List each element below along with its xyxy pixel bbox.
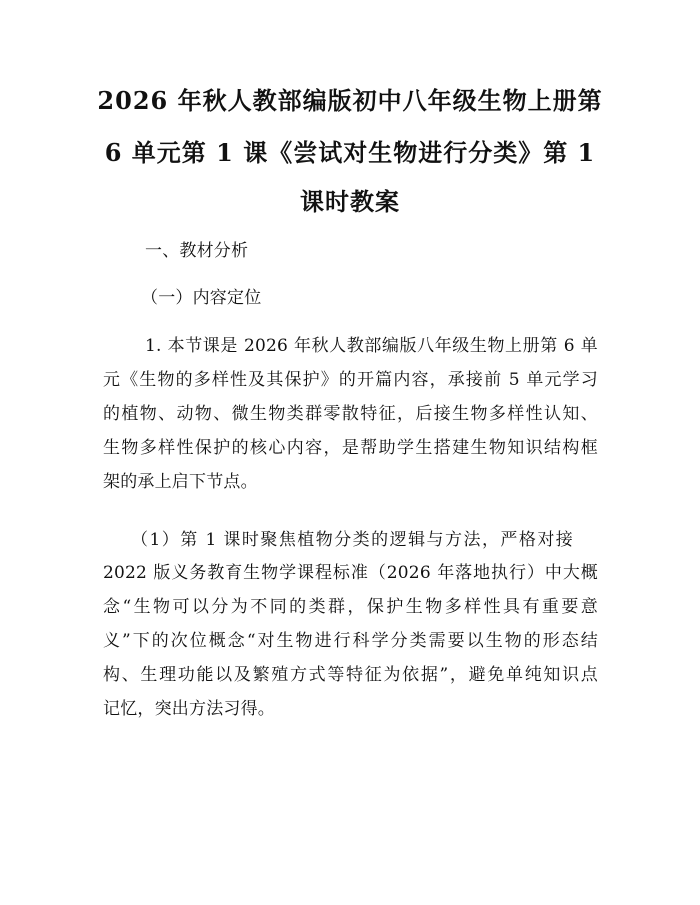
- paragraph-2-line-6: 记忆，突出方法习得。: [103, 699, 275, 719]
- subsection-heading: （一）内容定位: [141, 288, 262, 308]
- paragraph-2-line-2: 2022 版义务教育生物学课程标准（2026 年落地执行）中大概: [103, 563, 598, 583]
- section-heading: 一、教材分析: [145, 241, 249, 261]
- title-line-3: 课时教案: [300, 187, 400, 216]
- paragraph-1-line-2: 元《生物的多样性及其保护》的开篇内容，承接前 5 单元学习: [103, 370, 598, 390]
- paragraph-2-line-4: 义”下的次位概念“对生物进行科学分类需要以生物的形态结: [103, 631, 598, 651]
- paragraph-2-line-1: （1）第 1 课时聚焦植物分类的逻辑与方法，严格对接: [131, 530, 573, 550]
- paragraph-1-line-1: 1. 本节课是 2026 年秋人教部编版八年级生物上册第 6 单: [145, 336, 598, 356]
- paragraph-1-line-5: 架的承上启下节点。: [103, 472, 258, 492]
- title-line-2: 6 单元第 1 课《尝试对生物进行分类》第 1: [104, 138, 596, 167]
- title-line-1: 2026 年秋人教部编版初中八年级生物上册第: [97, 86, 603, 115]
- paragraph-1-line-3: 的植物、动物、微生物类群零散特征，后接生物多样性认知、: [103, 404, 598, 424]
- paragraph-1-line-4: 生物多样性保护的核心内容，是帮助学生搭建生物知识结构框: [103, 438, 598, 458]
- paragraph-2-line-3: 念“生物可以分为不同的类群，保护生物多样性具有重要意: [103, 597, 598, 617]
- paragraph-2-line-5: 构、生理功能以及繁殖方式等特征为依据”，避免单纯知识点: [103, 665, 598, 685]
